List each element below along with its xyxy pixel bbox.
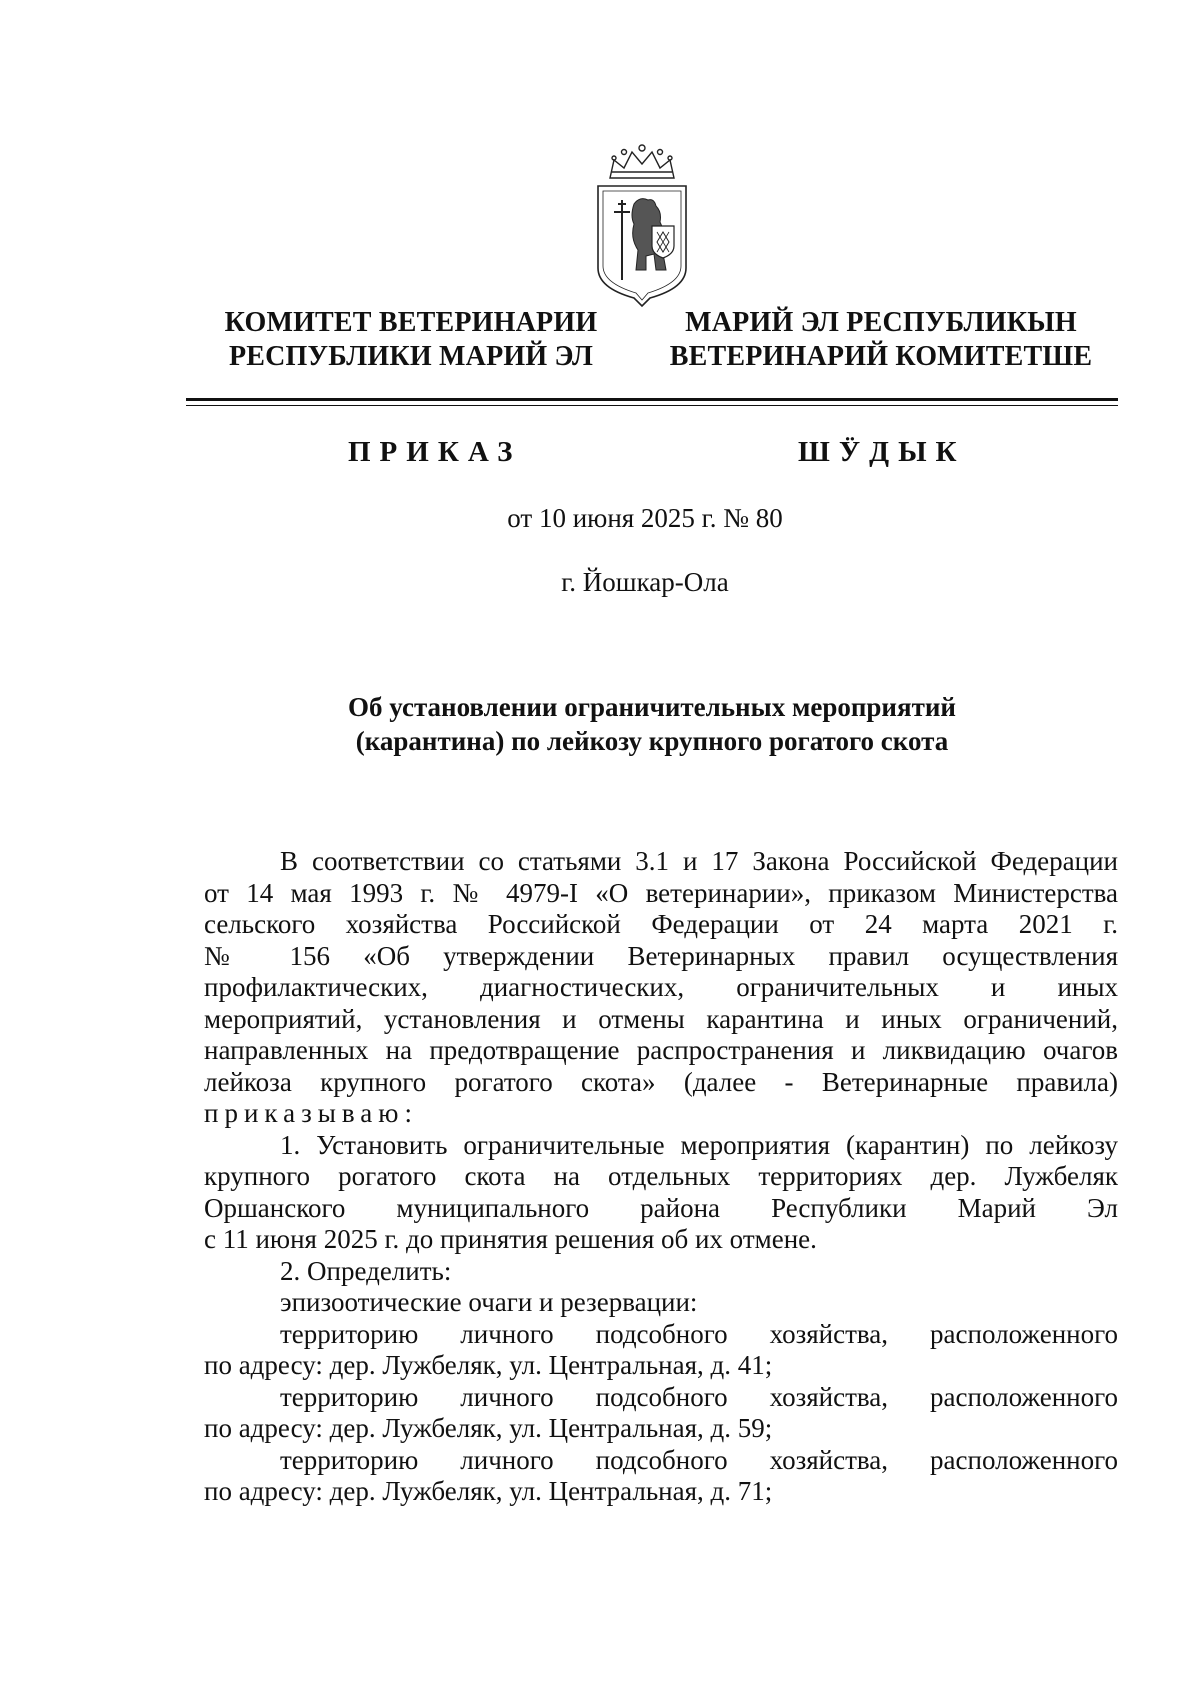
body-line: мероприятий, установления и отмены карантина и иных ограничений, [204, 1003, 1118, 1034]
org-name-ru-line-2: РЕСПУБЛИКИ МАРИЙ ЭЛ [228, 341, 594, 372]
body-line: эпизоотические очаги и резервации: [280, 1287, 698, 1317]
body-line: сельского хозяйства Российской Федерации от 24 марта 2021 г. [204, 909, 1118, 939]
org-name-mari-line-1: МАРИЙ ЭЛ РЕСПУБЛИКЫН [685, 307, 1077, 338]
body-line: В соответствии со статьями 3.1 и 17 Закона Российской Федерации [280, 846, 1118, 876]
org-name-ru [216, 306, 606, 374]
doc-kind-mari: ШӰДЫК [798, 436, 966, 468]
doc-body [204, 846, 1118, 1508]
body-line: с 11 июня 2025 г. до принятия решения об их отмене. [204, 1224, 817, 1254]
list-item: по адресу: дер. Лужбеляк, ул. Центральная, д. 71; [204, 1476, 773, 1506]
body-line: 2. Определить: [280, 1255, 452, 1286]
doc-title-line-2: (карантина) по лейкозу крупного рогатого скота [355, 726, 949, 756]
doc-date-number: от 10 июня 2025 г. № 80 [507, 503, 783, 533]
list-item: территорию личного подсобного хозяйства, расположенного [280, 1444, 1118, 1475]
list-item: по адресу: дер. Лужбеляк, ул. Центральная, д. 41; [204, 1350, 773, 1380]
doc-title [186, 690, 1118, 758]
body-line: Оршанского муниципального района Республики Марий Эл [204, 1192, 1118, 1223]
body-line: лейкоза крупного рогатого скота» (далее - Ветеринарные правила) [204, 1066, 1118, 1097]
doc-title-line-1: Об установлении ограничительных мероприятий [348, 692, 956, 722]
doc-kind-ru: ПРИКАЗ [348, 436, 522, 468]
doc-city: г. Йошкар-Ола [561, 567, 729, 597]
coat-of-arms-icon [590, 138, 694, 308]
header-divider-thick [186, 398, 1118, 401]
org-name-ru-line-1: КОМИТЕТ ВЕТЕРИНАРИИ [224, 307, 598, 338]
list-item: по адресу: дер. Лужбеляк, ул. Центральная, д. 59; [204, 1413, 773, 1443]
body-line: крупного рогатого скота на отдельных территориях дер. Лужбеляк [204, 1161, 1118, 1191]
body-line: № 156 «Об утверждении Ветеринарных правил осуществления [204, 940, 1118, 971]
body-line: 1. Установить ограничительные мероприятия (карантин) по лейкозу [280, 1129, 1118, 1160]
order-word: приказываю: [204, 1098, 418, 1128]
list-item: территорию личного подсобного хозяйства, расположенного [280, 1381, 1118, 1412]
org-name-mari [656, 306, 1106, 374]
list-item: территорию личного подсобного хозяйства, расположенного [280, 1318, 1118, 1349]
org-name-mari-line-2: ВЕТЕРИНАРИЙ КОМИТЕТШЕ [669, 341, 1093, 372]
body-line: профилактических, диагностических, ограничительных и иных [204, 972, 1118, 1002]
body-line: направленных на предотвращение распространения и ликвидацию очагов [204, 1035, 1118, 1065]
header-divider-thin [186, 405, 1118, 406]
body-line: от 14 мая 1993 г. № 4979-I «О ветеринарии», приказом Министерства [204, 877, 1118, 908]
